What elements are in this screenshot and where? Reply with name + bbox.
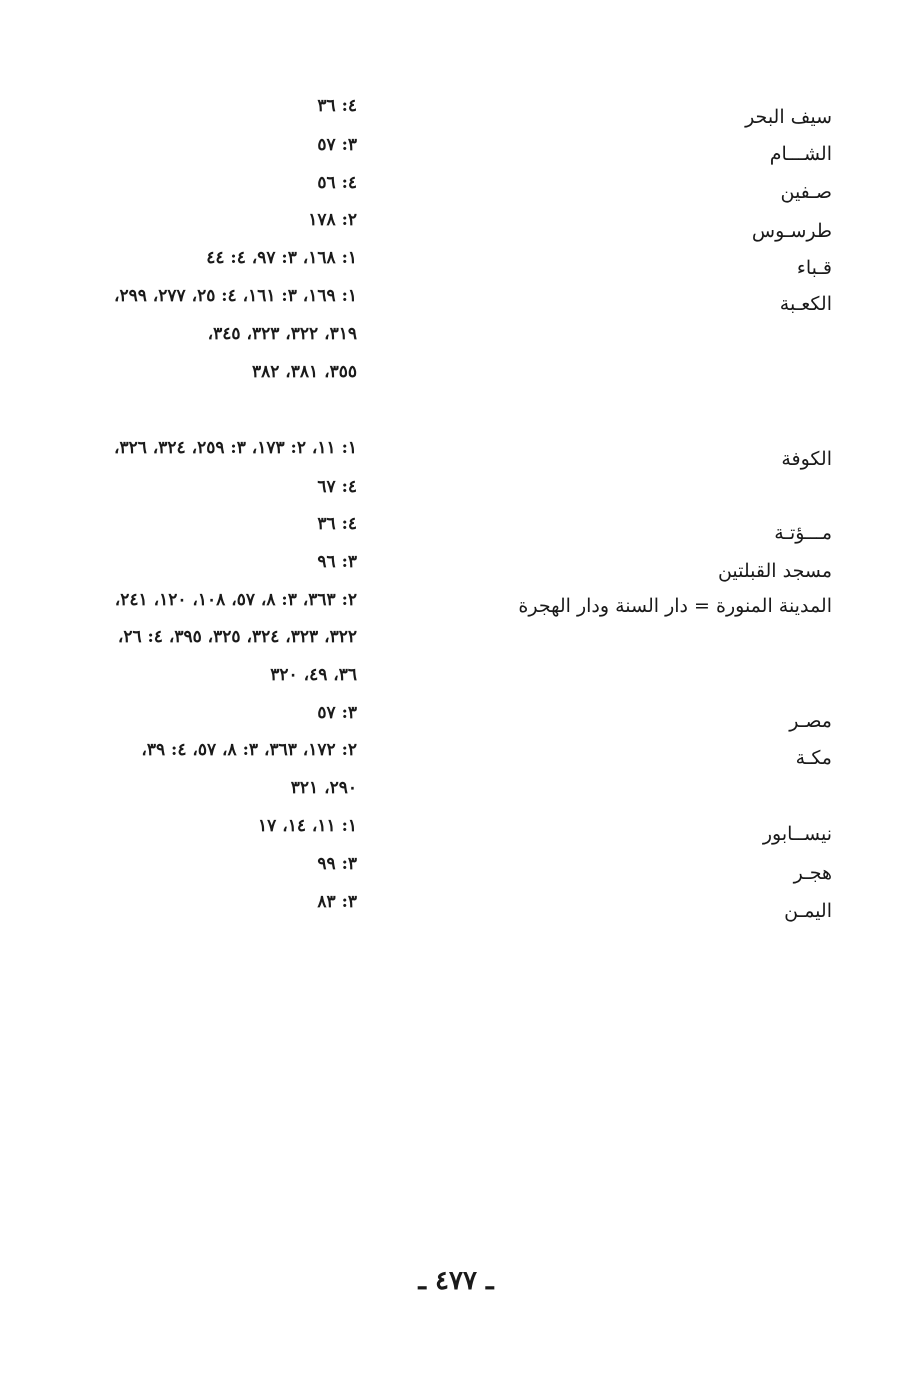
page-references: ٢٩٠، ٣٢١ bbox=[290, 778, 357, 798]
page-number: ـ ٤٧٧ ـ bbox=[418, 1266, 494, 1296]
place-name: اليمـن bbox=[784, 900, 832, 922]
page-references: ٢: ١٧٨ bbox=[308, 210, 357, 230]
page-references: ٣٦، ٤٩، ٣٢٠ bbox=[270, 665, 357, 685]
place-name: قـباء bbox=[796, 257, 832, 279]
place-name: الشـــام bbox=[769, 143, 832, 165]
page-references: ١: ١٦٨، ٣: ٩٧، ٤: ٤٤ bbox=[206, 248, 357, 268]
page-references: ٣: ٨٣ bbox=[317, 892, 357, 912]
page-references: ٤: ٣٦ bbox=[317, 96, 357, 116]
page-references: ٤: ٥٦ bbox=[317, 173, 357, 193]
place-name: مسجد القبلتين bbox=[717, 560, 832, 582]
place-name: مصـر bbox=[789, 710, 832, 732]
place-name: الكوفة bbox=[781, 448, 832, 470]
place-name: مكـة bbox=[795, 747, 832, 769]
page-references: ٢: ١٧٢، ٣٦٣، ٣: ٨، ٥٧، ٤: ٣٩، bbox=[141, 740, 357, 760]
page-references: ٤: ٦٧ bbox=[317, 477, 357, 497]
place-name: طرسـوس bbox=[751, 220, 832, 242]
page-references: ٣: ٥٧ bbox=[317, 703, 357, 723]
page-references: ٢: ٣٦٣، ٣: ٨، ٥٧، ١٠٨، ١٢٠، ٢٤١، bbox=[114, 590, 357, 610]
page-references: ١: ١١، ١٤، ١٧ bbox=[258, 816, 357, 836]
page-references: ٣١٩، ٣٢٢، ٣٢٣، ٣٤٥، bbox=[207, 324, 357, 344]
place-name: الكعـبة bbox=[779, 293, 832, 315]
page-references: ١: ١٦٩، ٣: ١٦١، ٤: ٢٥، ٢٧٧، ٢٩٩، bbox=[113, 286, 357, 306]
page-references: ٣٢٢، ٣٢٣، ٣٢٤، ٣٢٥، ٣٩٥، ٤: ٢٦، bbox=[117, 627, 357, 647]
page-references: ٣: ٩٦ bbox=[317, 552, 357, 572]
place-name: المدينة المنورة = دار السنة ودار الهجرة bbox=[518, 595, 832, 617]
place-name: مـــؤتـة bbox=[774, 522, 832, 544]
place-name: نيســابور bbox=[762, 823, 832, 845]
place-name: هجـر bbox=[793, 862, 832, 884]
page-references: ٣٥٥، ٣٨١، ٣٨٢ bbox=[251, 362, 357, 382]
page-references: ٤: ٣٦ bbox=[317, 514, 357, 534]
page-references: ١: ١١، ٢: ١٧٣، ٣: ٢٥٩، ٣٢٤، ٣٢٦، bbox=[113, 438, 357, 458]
place-name: سيف البحر bbox=[745, 106, 832, 128]
page-references: ٣: ٥٧ bbox=[317, 135, 357, 155]
place-name: صـفين bbox=[780, 181, 832, 203]
page-references: ٣: ٩٩ bbox=[317, 854, 357, 874]
